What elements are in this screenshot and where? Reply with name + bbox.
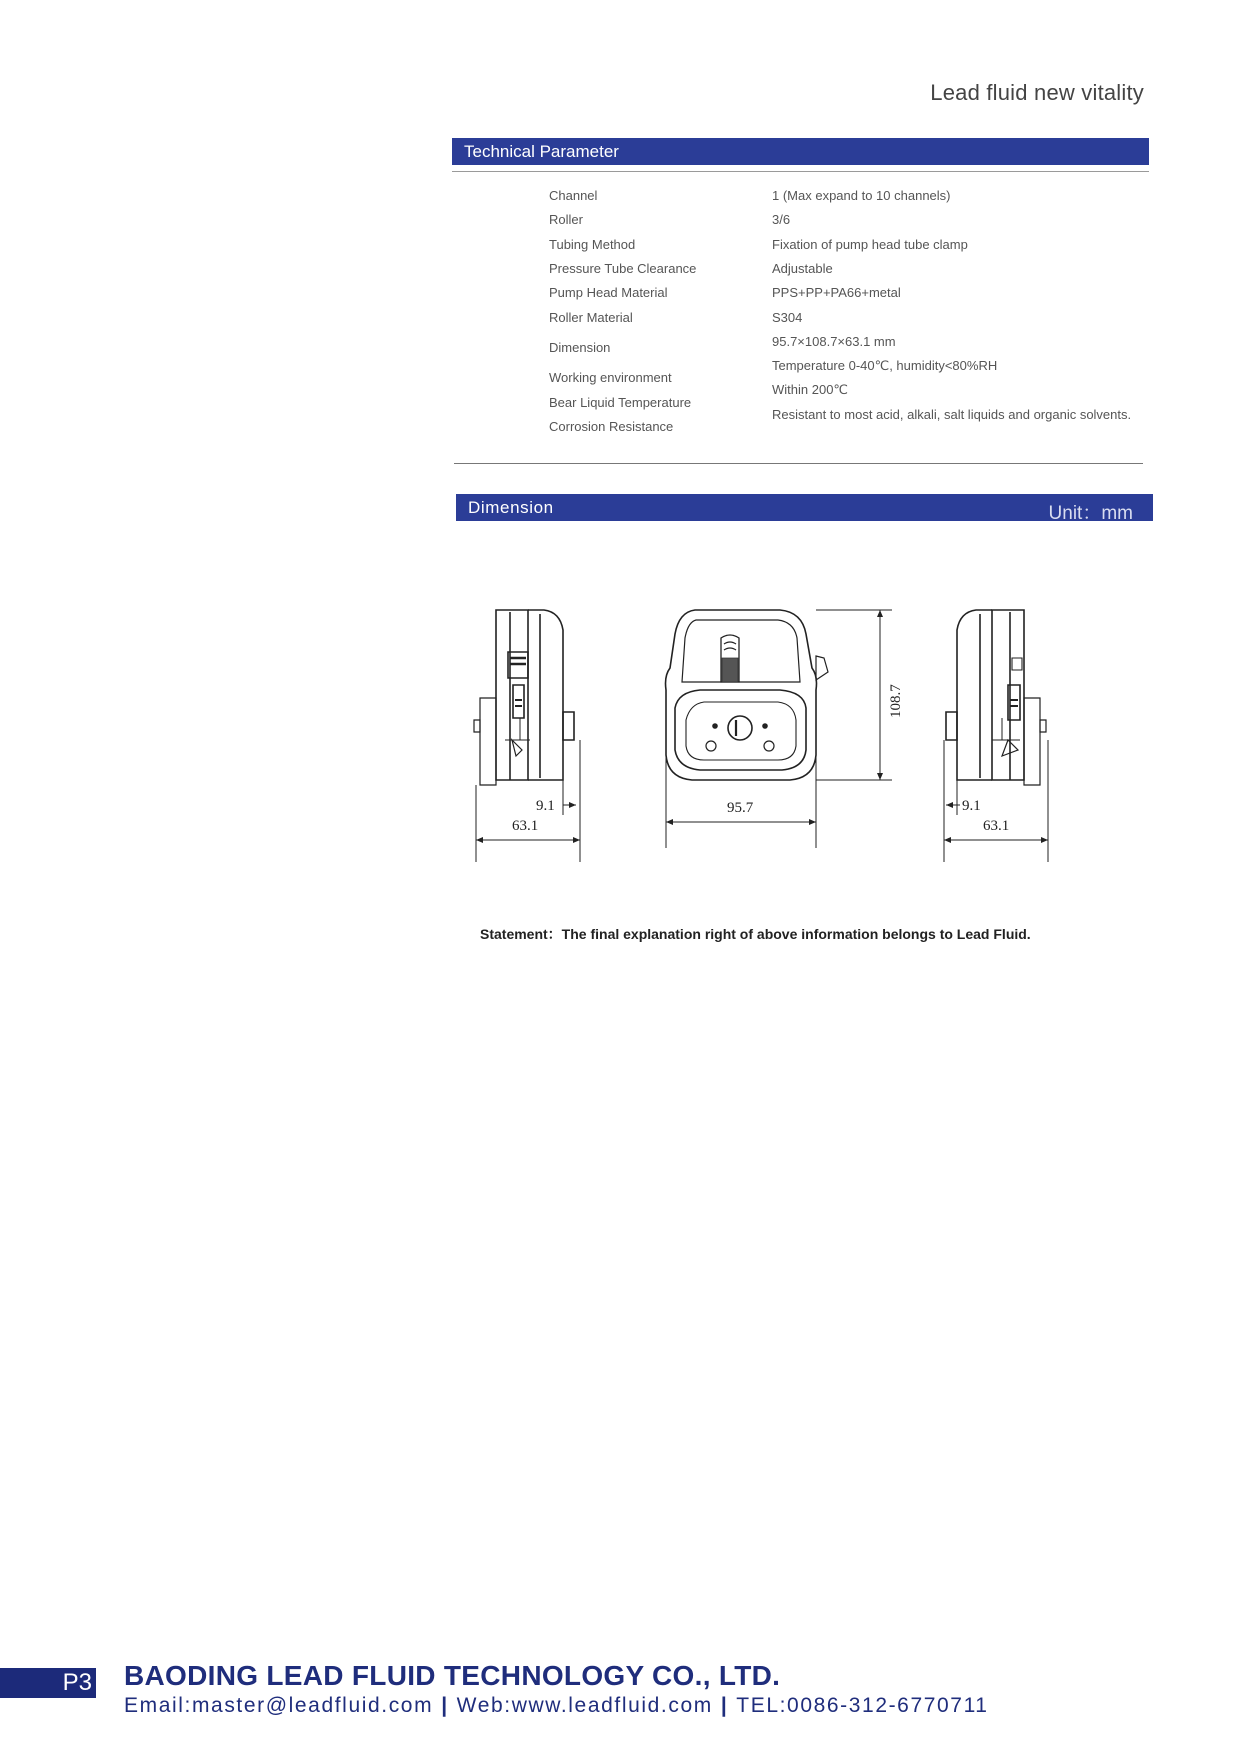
dimension-unit: Unit：mm xyxy=(1048,503,1133,524)
param-value-tubing-method: Fixation of pump head tube clamp xyxy=(772,237,968,252)
dim-label-right-depth: 63.1 xyxy=(983,818,1010,834)
param-name-roller-material: Roller Material xyxy=(549,310,633,325)
technical-parameter-header xyxy=(452,138,1149,165)
front-view xyxy=(666,610,829,780)
statement: Statement：The final explanation right of above information belongs to Lead Fluid. xyxy=(480,926,1031,942)
param-name-working-environment: Working environment xyxy=(549,370,672,385)
side-view-left xyxy=(474,610,574,785)
separator: | xyxy=(720,1694,729,1717)
param-name-pressure-tube-clearance: Pressure Tube Clearance xyxy=(549,261,697,276)
param-name-pump-head-material: Pump Head Material xyxy=(549,285,668,300)
page-number: P3 xyxy=(0,1668,96,1698)
param-value-working-environment: Temperature 0-40℃, humidity<80%RH xyxy=(772,358,998,373)
param-name-roller: Roller xyxy=(549,212,583,227)
dim-label-left-depth: 63.1 xyxy=(512,818,539,834)
company-name: BAODING LEAD FLUID TECHNOLOGY CO., LTD. xyxy=(124,1660,781,1691)
param-name-channel: Channel xyxy=(549,188,598,203)
pump-dimension-drawing xyxy=(460,600,1160,870)
dim-label-right-small: 9.1 xyxy=(962,798,981,814)
contact-line xyxy=(124,1694,989,1718)
dimension-header xyxy=(456,494,1153,524)
param-value-roller: 3/6 xyxy=(772,212,791,227)
param-value-dimension: 95.7×108.7×63.1 mm xyxy=(772,334,896,349)
dim-label-front-height: 108.7 xyxy=(888,684,904,718)
param-name-corrosion-resistance: Corrosion Resistance xyxy=(549,419,674,434)
dim-label-front-width: 95.7 xyxy=(727,800,754,816)
phone-number: TEL:0086-312-6770711 xyxy=(736,1694,989,1717)
divider xyxy=(454,463,1143,464)
param-value-channel: 1 (Max expand to 10 channels) xyxy=(772,188,951,203)
param-name-dimension: Dimension xyxy=(549,340,611,355)
header-tagline: Lead fluid new vitality xyxy=(930,80,1144,105)
param-value-corrosion-resistance: Resistant to most acid, alkali, salt liquids and organic solvents. xyxy=(772,407,1132,422)
separator: | xyxy=(441,1694,449,1717)
param-value-pressure-tube-clearance: Adjustable xyxy=(772,261,833,276)
web-link[interactable]: Web:www.leadfluid.com xyxy=(456,1694,713,1717)
param-value-pump-head-material: PPS+PP+PA66+metal xyxy=(772,285,901,300)
dim-label-left-small: 9.1 xyxy=(536,798,555,814)
param-value-roller-material: S304 xyxy=(772,310,803,325)
dimension-lines xyxy=(476,610,1048,862)
param-value-bear-liquid-temperature: Within 200℃ xyxy=(772,382,849,397)
dimension-title: Dimension xyxy=(468,498,554,517)
param-name-bear-liquid-temperature: Bear Liquid Temperature xyxy=(549,395,692,410)
param-name-tubing-method: Tubing Method xyxy=(549,237,636,252)
email-link[interactable]: Email:master@leadfluid.com xyxy=(124,1694,434,1717)
divider xyxy=(452,171,1149,172)
technical-parameter-title: Technical Parameter xyxy=(464,142,619,161)
side-view-right xyxy=(946,610,1046,785)
